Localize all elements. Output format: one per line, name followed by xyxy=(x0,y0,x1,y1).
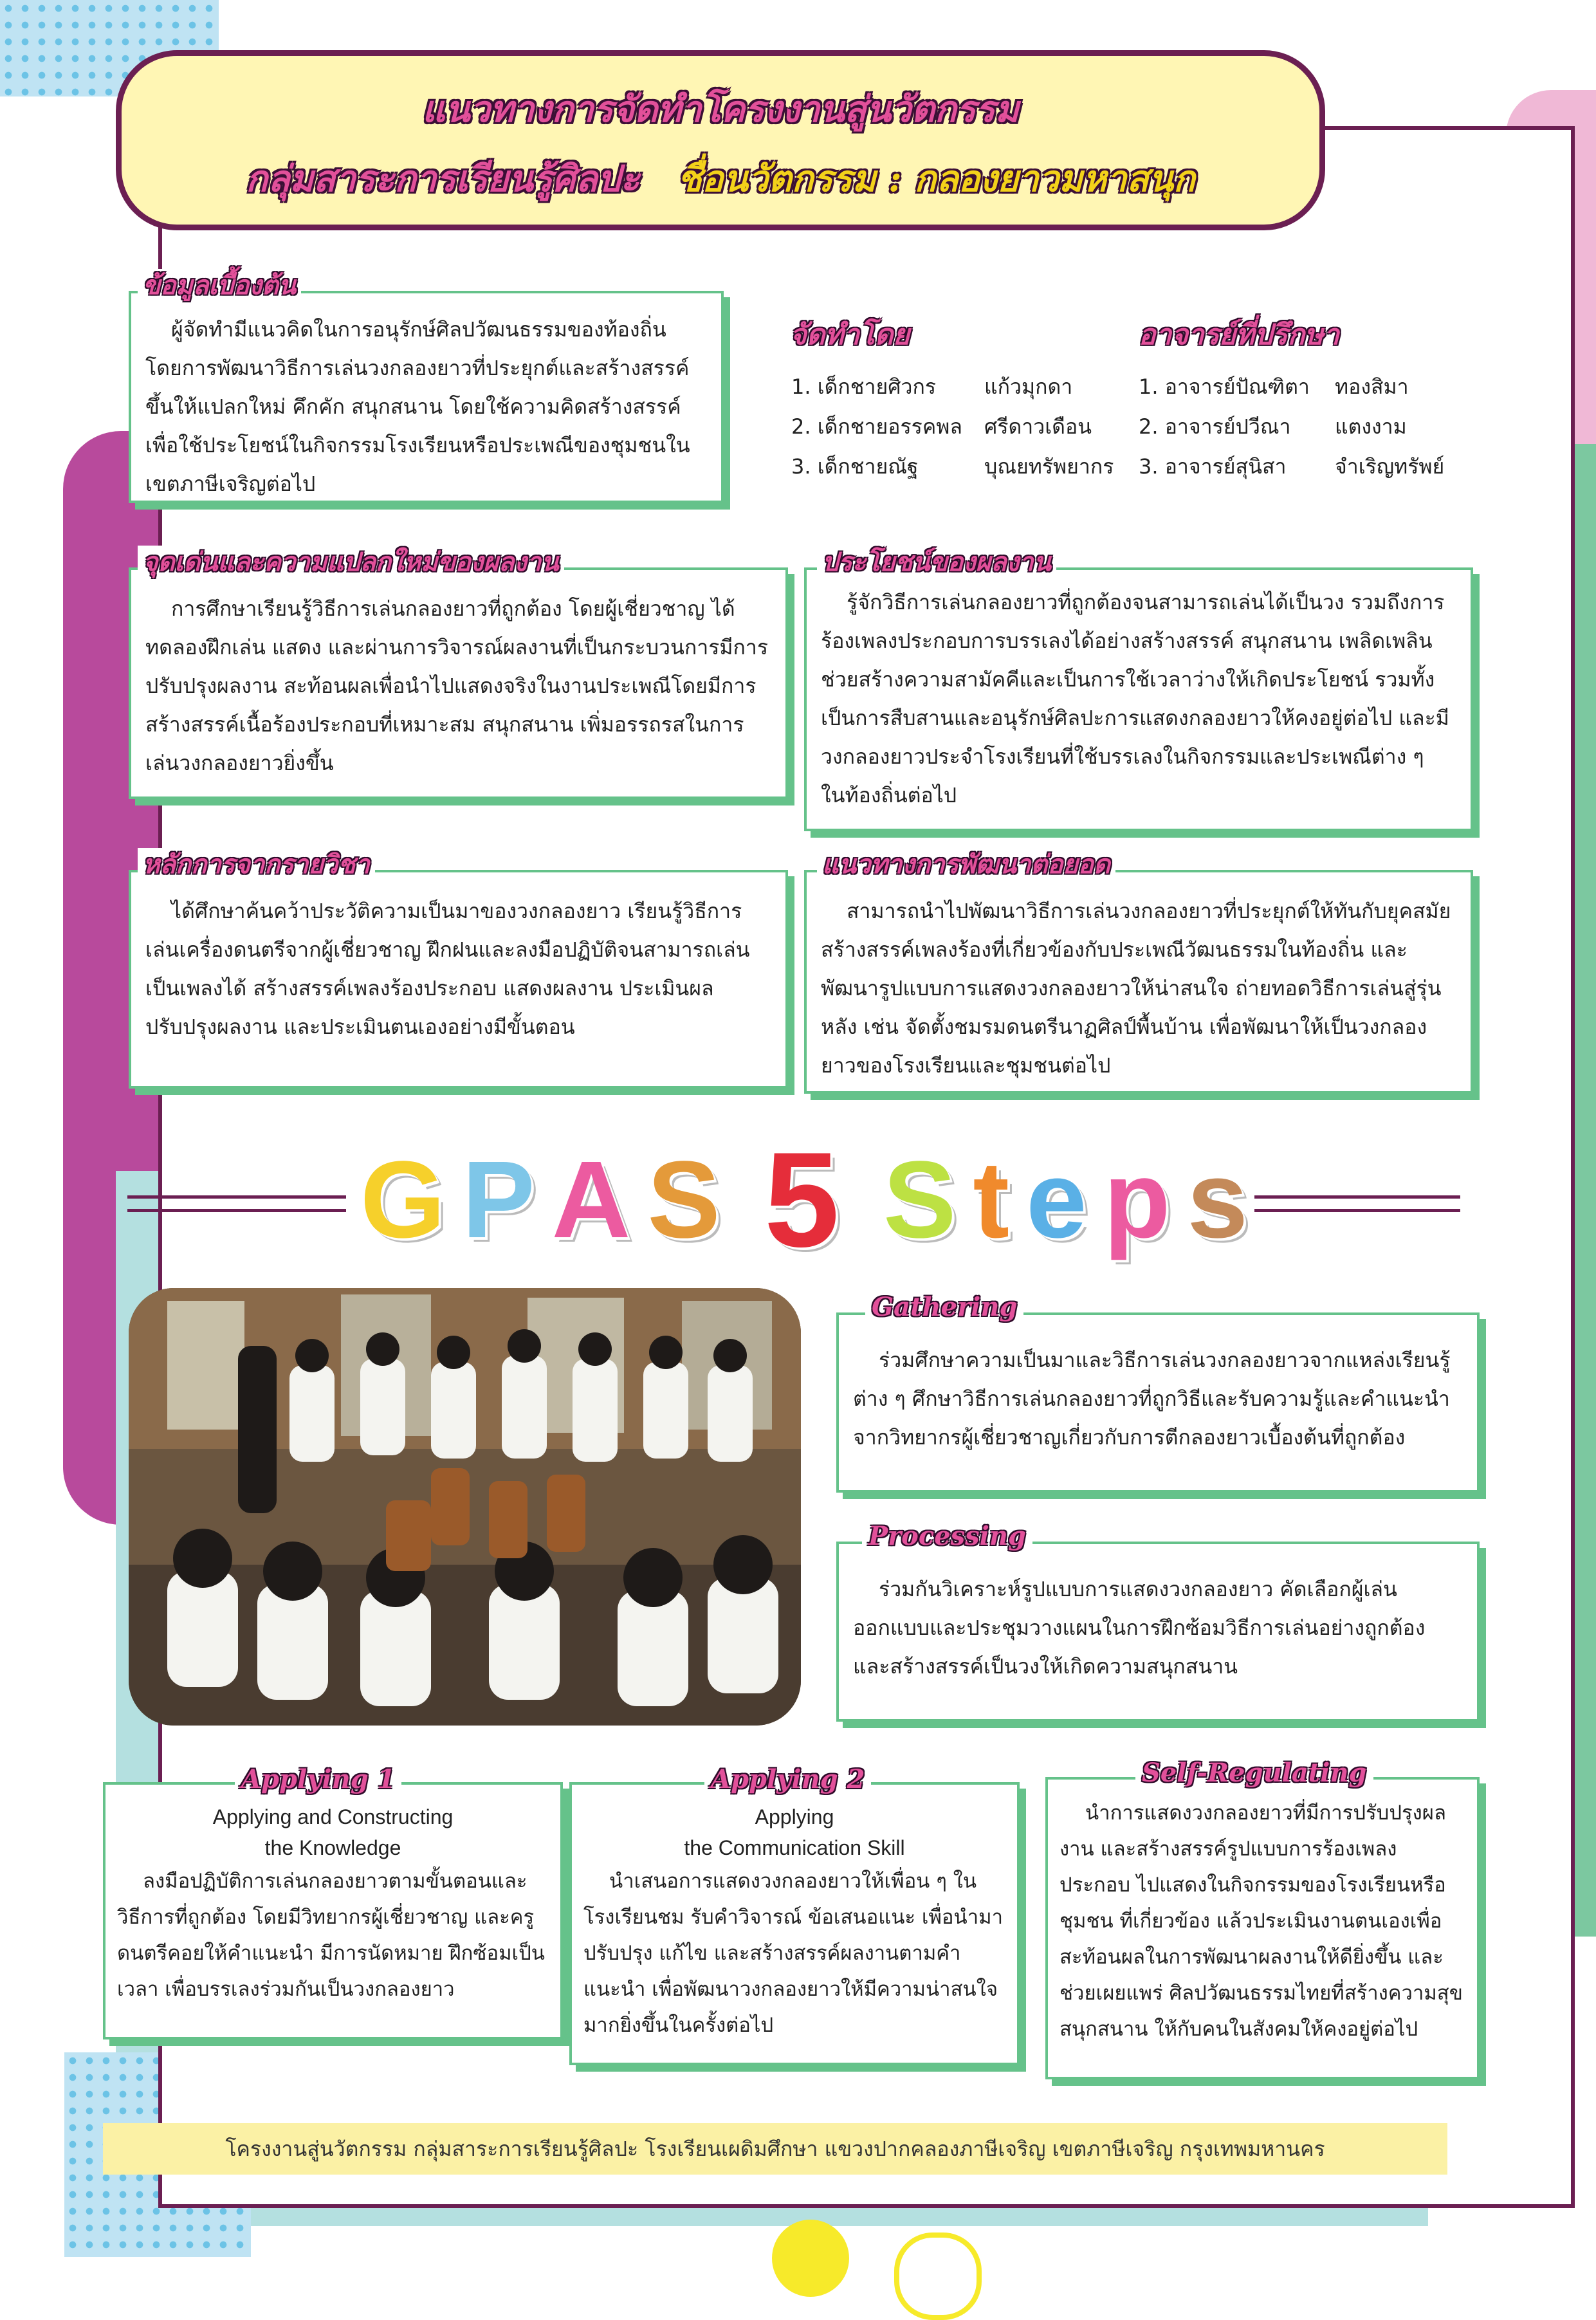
yellow-circle-decoration xyxy=(772,2220,849,2297)
processing-box xyxy=(836,1542,1480,1722)
gathering-text: ร่วมศึกษาความเป็นมาและวิธีการเล่นวงกลองยาวจากแหล่งเรียนรู้ต่าง ๆ ศึกษาวิธีการเล่นกลองยาวที่ถูกวิธีและรับความรู้และคำแนะนำจากวิทยากรผู้เชี่ยวชาญเกี่ยวกับการตีกลองยาวเบื้องต้นที่ถูกต้อง xyxy=(853,1348,1451,1450)
made-by-list xyxy=(791,367,1114,486)
applying-1-text: ลงมือปฏิบัติการเล่นกลองยาวตามขั้นตอนและวิธีการที่ถูกต้อง โดยมีวิทยากรผู้เชี่ยวชาญ และครูดนตรีคอยให้คำแนะนำ มีการนัดหมาย ฝึกซ้อมเป็นเวลา เพื่อบรรเลงร่วมกันเป็นวงกลองยาว xyxy=(117,1870,545,2001)
development-label: แนวทางการพัฒนาต่อยอด xyxy=(817,848,1115,881)
applying-2-subtitle-line2: the Communication Skill xyxy=(684,1836,905,1859)
gathering-title: Gathering xyxy=(865,1291,1023,1324)
gpas-letter: P xyxy=(462,1139,535,1261)
gpas-letter: S xyxy=(647,1139,720,1261)
page-subtitle xyxy=(122,150,1319,207)
yellow-ring-decoration xyxy=(894,2233,982,2320)
gpas-letter: A xyxy=(551,1139,631,1261)
list-item: 3. เด็กชายณัฐ บุณยทรัพยากร xyxy=(791,454,1114,479)
applying-1-box xyxy=(103,1782,563,2039)
background-label: ข้อมูลเบื้องต้น xyxy=(138,269,301,302)
applying-2-title: Applying 2 xyxy=(704,1763,871,1796)
gpas-letter: G xyxy=(360,1139,446,1261)
principles-text: ได้ศึกษาค้นคว้าประวัติความเป็นมาของวงกลองยาว เรียนรู้วิธีการเล่นเครื่องดนตรีจากผู้เชี่ยวชาญ ฝึกฝนและลงมือปฏิบัติจนสามารถเล่นเป็นเพลงได้ สร้างสรรค์เพลงร้องประกอบ แสดงผลงาน ประเมินผลปรับปรุงผลงาน และประเมินตนเองอย่างมีขั้นตอน xyxy=(145,899,750,1039)
applying-2-subtitle-line1: Applying xyxy=(755,1805,834,1828)
list-item: 1. เด็กชายศิวกร แก้วมุกดา xyxy=(791,374,1073,399)
principles-label: หลักการจากรายวิชา xyxy=(138,848,375,881)
benefits-box xyxy=(804,567,1473,831)
self-regulating-title: Self-Regulating xyxy=(1135,1756,1373,1790)
advisors-label: อาจารย์ที่ปรึกษา xyxy=(1139,318,1339,351)
background-text: ผู้จัดทำมีแนวคิดในการอนุรักษ์ศิลปวัฒนธรรมของท้องถิ่น โดยการพัฒนาวิธีการเล่นวงกลองยาวที่ประยุกต์และสร้างสรรค์ขึ้นให้แปลกใหม่ คึกคัก สนุกสนาน โดยใช้ความคิดสร้างสรรค์เพื่อใช้ประโยชน์ในกิจกรรมโรงเรียนหรือประเพณีของชุมชนในเขตภาษีเจริญต่อไป xyxy=(145,317,690,496)
list-item: 1. อาจารย์ปัณฑิตา ทองสิมา xyxy=(1139,374,1409,399)
innovation-name: ชื่อนวัตกรรม : กลองยาวมหาสนุก xyxy=(677,158,1195,200)
list-item: 3. อาจารย์สุนิสา จำเริญทรัพย์ xyxy=(1139,454,1445,479)
steps-letter: s xyxy=(1187,1139,1248,1261)
steps-letter: p xyxy=(1103,1139,1171,1261)
title-banner xyxy=(116,50,1325,230)
divider-right xyxy=(1254,1195,1460,1212)
benefits-text: รู้จักวิธีการเล่นกลองยาวที่ถูกต้องจนสามารถเล่นได้เป็นวง รวมถึงการร้องเพลงประกอบการบรรเลงได้อย่างสร้างสรรค์ สนุกสนาน เพลิดเพลิน ช่วยสร้างความสามัคคีและเป็นการใช้เวลาว่างให้เกิดประโยชน์ รวมทั้งเป็นการสืบสานและอนุรักษ์ศิลปะการแสดงกลองยาวให้คงอยู่ต่อไป และมีวงกลองยาวประจำโรงเรียนที่ใช้บรรเลงในกิจกรรมและประเพณีต่าง ๆ ในท้องถิ่นต่อไป xyxy=(821,590,1449,807)
divider-left xyxy=(127,1195,346,1212)
applying-1-subtitle-line1: Applying and Constructing xyxy=(212,1805,454,1828)
list-item: 2. เด็กชายอรรคพล ศรีดาวเดือน xyxy=(791,414,1092,439)
benefits-label: ประโยชน์ของผลงาน xyxy=(817,546,1056,579)
processing-text: ร่วมกันวิเคราะห์รูปแบบการแสดงวงกลองยาว คัดเลือกผู้เล่น ออกแบบและประชุมวางแผนในการฝึกซ้อมวิธีการเล่นอย่างถูกต้อง และสร้างสรรค์เป็นวงให้เกิดความสนุกสนาน xyxy=(853,1577,1426,1679)
steps-number: 5 xyxy=(764,1124,839,1275)
background-box xyxy=(129,291,724,503)
highlights-text: การศึกษาเรียนรู้วิธีการเล่นกลองยาวที่ถูกต้อง โดยผู้เชี่ยวชาญ ได้ทดลองฝึกเล่น แสดง และผ่านการวิจารณ์ผลงานที่เป็นกระบวนการมีการปรับปรุงผลงาน สะท้อนผลเพื่อนำไปแสดงจริงในงานประเพณีโดยมีการสร้างสรรค์เนื้อร้องประกอบที่เหมาะสม สนุกสนาน เพิ่มอรรถรสในการเล่นวงกลองยาวยิ่งขึ้น xyxy=(145,596,768,775)
self-regulating-text: นำการแสดงวงกลองยาวที่มีการปรับปรุงผลงาน และสร้างสรรค์รูปแบบการร้องเพลงประกอบ ไปแสดงในกิจกรรมของโรงเรียนหรือชุมชน ที่เกี่ยวข้อง แล้วประเมินงานตนเองเพื่อสะท้อนผลในการพัฒนาผลงานให้ดียิ่งขึ้น และช่วยเผยแพร่ ศิลปวัฒนธรรมไทยที่สร้างความสุข สนุกสนาน ให้กับคนในสังคมให้คงอยู่ต่อไป xyxy=(1059,1801,1463,2041)
page-title: แนวทางการจัดทำโครงงานสู่นวัตกรรม xyxy=(422,88,1019,131)
self-regulating-box xyxy=(1045,1777,1480,2079)
students-drum-practice-photo xyxy=(129,1288,801,1726)
development-text: สามารถนำไปพัฒนาวิธีการเล่นวงกลองยาวที่ประยุกต์ให้ทันกับยุคสมัย สร้างสรรค์เพลงร้องที่เกี่ยวข้องกับประเพณีวัฒนธรรมในท้องถิ่น และพัฒนารูปแบบการแสดงวงกลองยาวให้น่าสนใจ ถ่ายทอดวิธีการเล่นสู่รุ่นหลัง เช่น จัดตั้งชมรมดนตรีนาฏศิลป์พื้นบ้าน เพื่อพัฒนาให้เป็นวงกลองยาวของโรงเรียนและชุมชนต่อไป xyxy=(821,899,1451,1078)
photo-illustration xyxy=(129,1288,801,1726)
subject-group-title: กลุ่มสาระการเรียนรู้ศิลปะ xyxy=(246,158,640,200)
advisors-list xyxy=(1139,367,1444,486)
steps-letter: e xyxy=(1026,1139,1087,1261)
footer-bar: โครงงานสู่นวัตกรรม กลุ่มสาระการเรียนรู้ศิลปะ โรงเรียนเผดิมศึกษา แขวงปากคลองภาษีเจริญ เขตภาษีเจริญ กรุงเทพมหานคร xyxy=(103,2123,1447,2175)
steps-letter: S xyxy=(883,1139,957,1261)
made-by-label: จัดทำโดย xyxy=(790,318,910,351)
list-item: 2. อาจารย์ปวีณา แตงงาม xyxy=(1139,414,1407,439)
steps-letter: t xyxy=(973,1139,1010,1261)
development-box xyxy=(804,870,1473,1094)
applying-1-title: Applying 1 xyxy=(235,1763,401,1796)
processing-title: Processing xyxy=(862,1520,1032,1553)
applying-2-text: นำเสนอการแสดงวงกลองยาวให้เพื่อน ๆ ในโรงเรียนชม รับคำวิจารณ์ ข้อเสนอแนะ เพื่อนำมาปรับปรุง แก้ไข และสร้างสรรค์ผลงานตามคำแนะนำ เพื่อพัฒนาวงกลองยาวให้มีความน่าสนใจมากยิ่งขึ้นในครั้งต่อไป xyxy=(583,1870,1003,2037)
highlights-box xyxy=(129,567,788,799)
highlights-label: จุดเด่นและความแปลกใหม่ของผลงาน xyxy=(138,546,564,579)
gathering-box xyxy=(836,1312,1480,1493)
gpas-5-steps-banner xyxy=(360,1124,1248,1275)
principles-box xyxy=(129,870,788,1089)
applying-2-box xyxy=(569,1782,1020,2065)
applying-1-subtitle-line2: the Knowledge xyxy=(264,1836,401,1859)
